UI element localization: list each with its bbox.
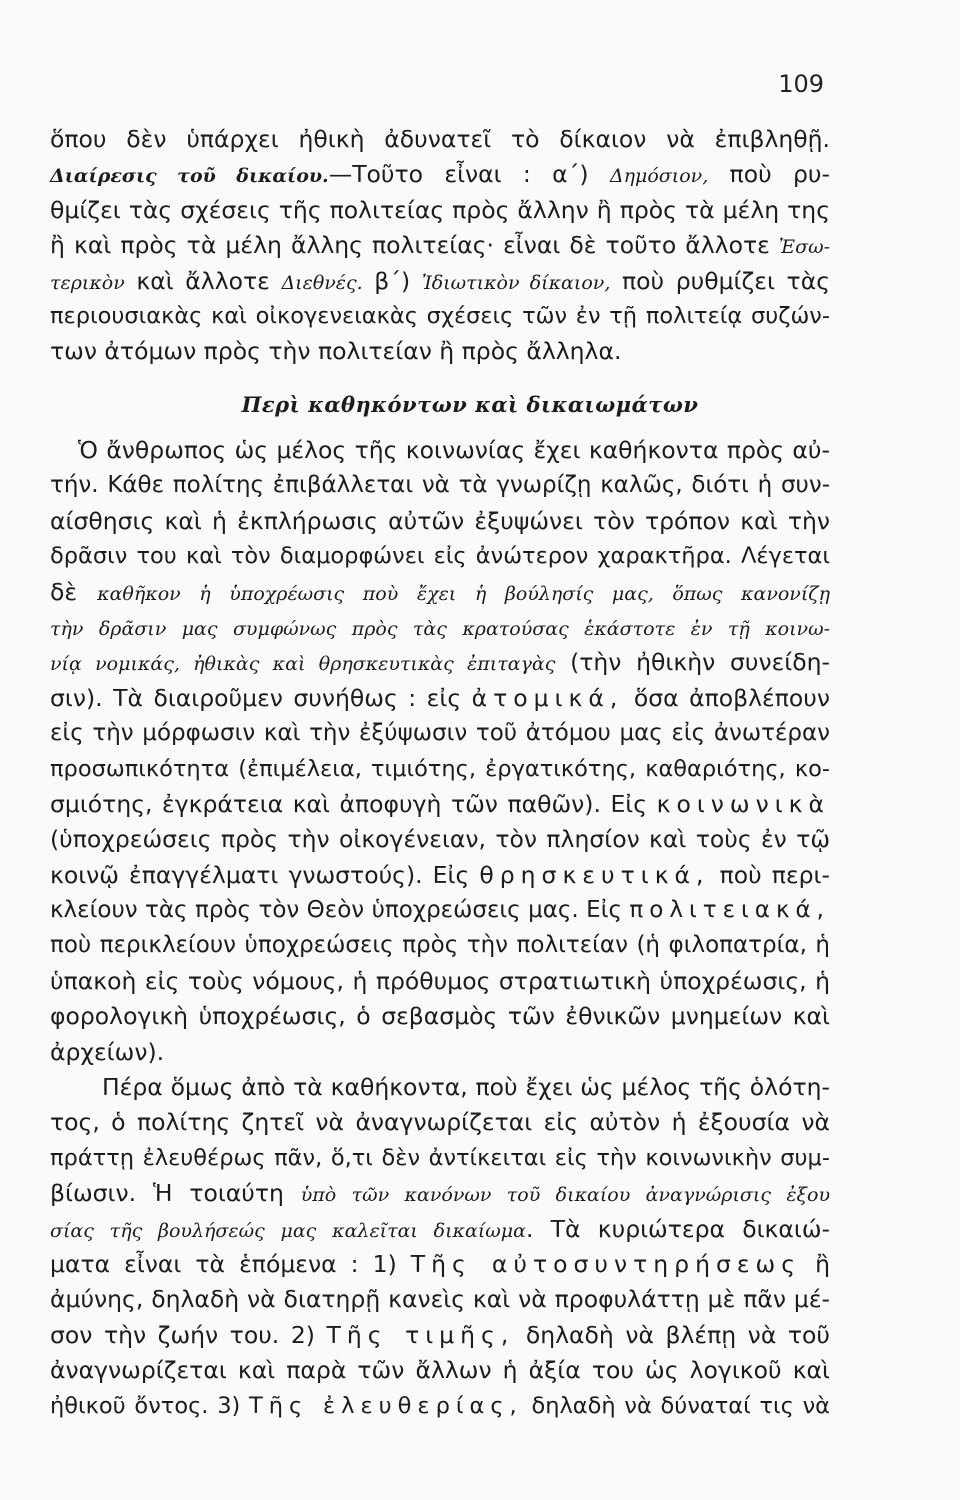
run-in-heading: Διαίρεσις τοῦ δικαίου. (50, 165, 329, 188)
text-line: αίσθησις καὶ ἡ ἐκπλήρωσις αὐτῶν ἐξυψώνει τὸν τρόπον καὶ τὴν (50, 506, 830, 535)
text-line: βίωσιν. Ἡ τοιαύτη ὑπὸ τῶν κανόνων τοῦ δικαίου ἀναγνώρισις ἐξου (50, 1179, 830, 1208)
page-number: 109 (778, 70, 824, 98)
text-line: θμίζει τὰς σχέσεις τῆς πολιτείας πρὸς ἄλλην ἢ πρὸς τὰ μέλη της (50, 195, 830, 224)
text-line: ὅπου δὲν ὑπάρχει ἠθικὴ ἀδυνατεῖ τὸ δίκαιον νὰ ἐπιβληθῇ. (50, 125, 830, 153)
paragraph-duties-rights (50, 433, 830, 1424)
text-line: (ὑποχρεώσεις πρὸς τὴν οἰκογένειαν, τὸν πλησίον καὶ τοὺς ἐν τῷ (50, 825, 830, 854)
text-line: ἀρχείων). (50, 1037, 165, 1066)
text-line: περιουσιακὰς καὶ οἰκογενειακὰς σχέσεις τῶν ἐν τῇ πολιτείᾳ συζών- (50, 302, 830, 329)
text-line: ἀναγνωρίζεται καὶ παρὰ τῶν ἄλλων ἡ ἀξία του ὡς λογικοῦ καὶ (50, 1356, 830, 1385)
text-line: εἰς τὴν μόρφωσιν καὶ τὴν ἐξύψωσιν τοῦ ἀτόμου μας εἰς ἀνωτέραν (50, 720, 830, 747)
text-line: ἠθικοῦ ὄντος. 3) Τῆς ἐλευθερίας, δηλαδὴ νὰ δύναταί τις νὰ (50, 1392, 830, 1419)
text-line: ποὺ περικλείουν ὑποχρεώσεις πρὸς τὴν πολιτείαν (ἡ φιλοπατρία, ἡ (50, 932, 830, 959)
text-line: νίᾳ νομικάς, ἠθικὰς καὶ θρησκευτικὰς ἐπιταγὰς (τὴν ἠθικὴν συνείδη- (50, 648, 831, 677)
text-line: σίας τῆς βουλήσεώς μας καλεῖται δικαίωμα. Τὰ κυριώτερα δικαιώ- (50, 1214, 830, 1243)
paragraph-law-division (50, 122, 830, 370)
text-line: ἀμύνης, δηλαδὴ νὰ διατηρῇ κανεὶς καὶ νὰ προφυλάττῃ μὲ πᾶν μέ- (50, 1285, 830, 1314)
text-line: τερικὸν καὶ ἄλλοτε Διεθνές. β΄) Ἰδιωτικὸν δίκαιον, ποὺ ρυθμίζει τὰς (50, 266, 830, 295)
text-line: Διαίρεσις τοῦ δικαίου.—Τοῦτο εἶναι : α΄) Δημόσιον, ποὺ ρυ- (50, 160, 830, 189)
text-line: προσωπικότητα (ἐπιμέλεια, τιμιότης, ἐργατικότης, καθαριότης, κο- (50, 755, 830, 782)
text-line: δὲ καθῆκον ἡ ὑποχρέωσις ποὺ ἔχει ἡ βούλησίς μας, ὅπως κανονίζῃ (50, 577, 830, 606)
text-line: τὴν δρᾶσιν μας συμφώνως πρὸς τὰς κρατούσας ἑκάστοτε ἐν τῇ κοινω- (50, 617, 830, 640)
text-line: κοινῷ ἐπαγγέλματι γνωστούς). Εἰς θρησκευτικά, ποὺ περι- (50, 860, 830, 889)
text-line: τήν. Κάθε πολίτης ἐπιβάλλεται νὰ τὰ γνωρίζῃ καλῶς, διότι ἡ συν- (50, 472, 830, 499)
text-line: Ὁ ἄνθρωπος ὡς μέλος τῆς κοινωνίας ἔχει καθήκοντα πρὸς αὐ- (78, 436, 830, 464)
text-line: ἢ καὶ πρὸς τὰ μέλη ἄλλης πολιτείας· εἶναι δὲ τοῦτο ἄλλοτε Ἐσω- (50, 231, 830, 260)
section-heading: Περὶ καθηκόντων καὶ δικαιωμάτων (241, 392, 699, 417)
text-line: σιν). Τὰ διαιροῦμεν συνήθως : εἰς ἀτομικά, ὅσα ἀποβλέπουν (50, 683, 830, 712)
text-line: Πέρα ὅμως ἀπὸ τὰ καθήκοντα, ποὺ ἔχει ὡς μέλος τῆς ὁλότη- (102, 1073, 830, 1102)
text-line: σμιότης, ἐγκράτεια καὶ ἀποφυγὴ τῶν παθῶν). Εἰς κοινωνικὰ (50, 789, 830, 818)
text-line: ματα εἶναι τὰ ἑπόμενα : 1) Τῆς αὐτοσυντηρήσεως ἢ (50, 1249, 830, 1278)
text-line: δρᾶσιν του καὶ τὸν διαμορφώνει εἰς ἀνώτερον χαρακτῆρα. Λέγεται (50, 543, 830, 570)
text-line: σον τὴν ζωήν του. 2) Τῆς τιμῆς, δηλαδὴ νὰ βλέπῃ νὰ τοῦ (50, 1320, 830, 1349)
text-line: τος, ὁ πολίτης ζητεῖ νὰ ἀναγνωρίζεται εἰς αὐτὸν ἡ ἐξουσία νὰ (50, 1108, 830, 1137)
text-line: κλείουν τὰς πρὸς τὸν Θεὸν ὑποχρεώσεις μας. Εἰς πολιτειακά, (50, 897, 830, 924)
text-line: ὑπακοὴ εἰς τοὺς νόμους, ἡ πρόθυμος στρατιωτικὴ ὑποχρέωσις, ἡ (50, 966, 830, 995)
text-line: των ἀτόμων πρὸς τὴν πολιτείαν ἢ πρὸς ἄλληλα. (50, 337, 622, 366)
text-line: φορολογικὴ ὑποχρέωσις, ὁ σεβασμὸς τῶν ἐθνικῶν μνημείων καὶ (50, 1002, 830, 1031)
text-line: πράττῃ ἐλευθέρως πᾶν, ὅ,τι δὲν ἀντίκειται εἰς τὴν κοινωνικὴν συμ- (50, 1144, 830, 1171)
